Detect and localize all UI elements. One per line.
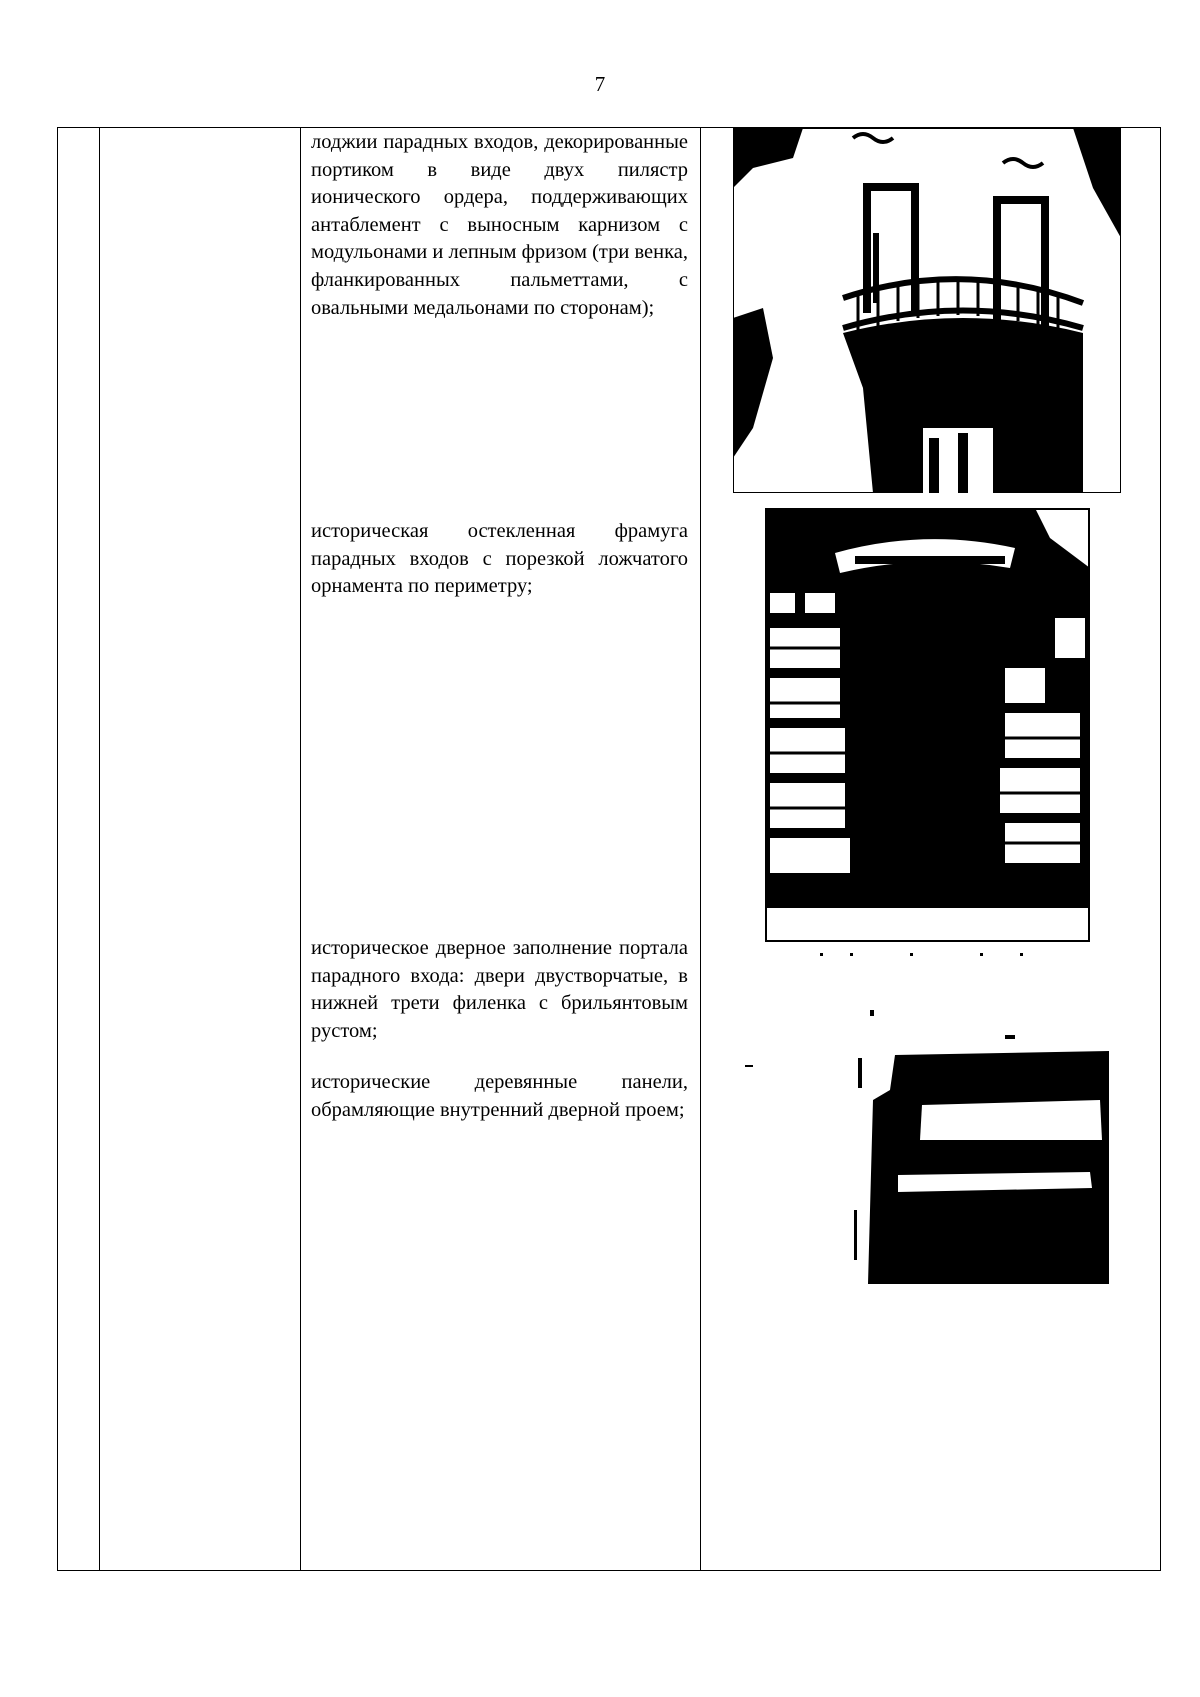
loggia-photo: [733, 128, 1121, 493]
entry-text: историческая остекленная фрамуга парадных входов с порезкой ложчатого орнамента по периметру;: [311, 520, 688, 598]
entry-loggia-description: [311, 129, 688, 322]
entry-door-description: [311, 935, 688, 1045]
column-divider: [99, 128, 100, 1570]
entry-text: историческое дверное заполнение портала парадного входа: двери двустворчатые, в нижней трети филенка с брильянтовым рустом;: [311, 937, 688, 1042]
column-divider: [700, 128, 701, 1570]
entry-text: исторические деревянные панели, обрамляющие внутренний дверной проем;: [311, 1071, 688, 1121]
entry-transom-description: [311, 518, 688, 601]
door-panels-photo: [740, 950, 1110, 1285]
entry-panels-description: [311, 1069, 688, 1124]
transom-photo: [765, 508, 1090, 942]
column-divider: [300, 128, 301, 1570]
entry-text: лоджии парадных входов, декорированные портиком в виде двух пилястр ионического ордера, поддерживающих антаблемент с выносным карнизом с модульонами и лепным фризом (три венка, фланкированных пальметтами, с овальными медальонами по сторонам);: [311, 131, 688, 319]
page-number: 7: [594, 72, 606, 96]
